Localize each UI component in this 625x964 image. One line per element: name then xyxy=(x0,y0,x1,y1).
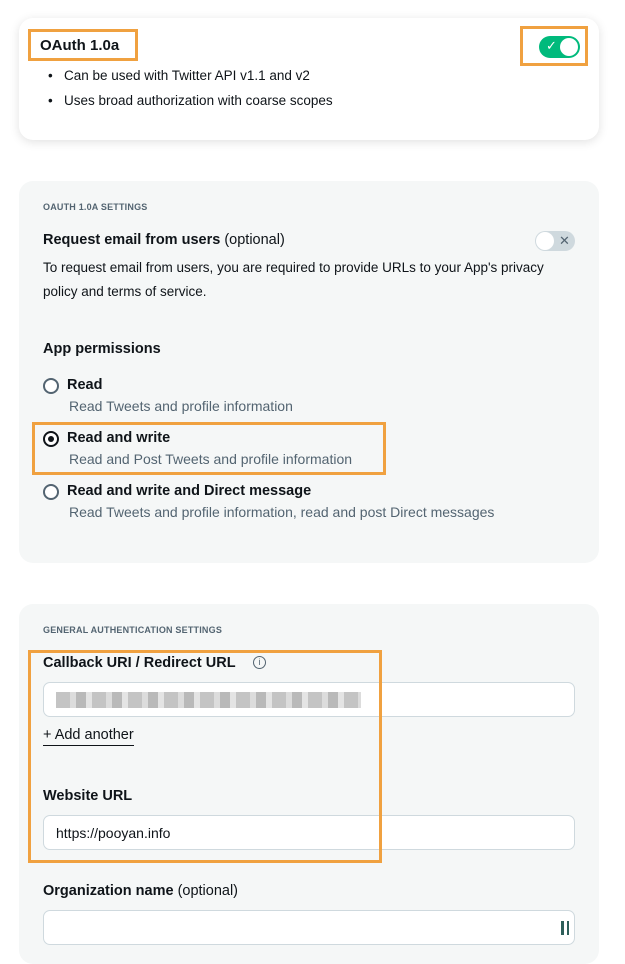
check-icon: ✓ xyxy=(546,38,557,53)
callback-label: Callback URI / Redirect URL xyxy=(43,655,236,671)
request-email-toggle[interactable] xyxy=(535,231,575,251)
permission-read-write-description: Read and Post Tweets and profile information xyxy=(69,451,353,467)
bullet-1: • Can be used with Twitter API v1.1 and v2 xyxy=(48,68,310,83)
request-email-label: Request email from users (optional) xyxy=(43,232,285,248)
permission-read-write-label: Read and write xyxy=(67,430,171,446)
highlight-box xyxy=(28,650,382,863)
org-input[interactable] xyxy=(43,910,575,945)
oauth-title: OAuth 1.0a xyxy=(40,37,120,54)
toggle-knob xyxy=(536,232,554,250)
radio-read[interactable] xyxy=(43,378,59,394)
info-icon[interactable]: i xyxy=(253,656,266,669)
permission-read-label: Read xyxy=(67,377,103,393)
org-label: Organization name (optional) xyxy=(43,883,239,899)
permission-read-description: Read Tweets and profile information xyxy=(69,398,293,414)
radio-read-write-dm[interactable] xyxy=(43,484,59,500)
section-label: GENERAL AUTHENTICATION SETTINGS xyxy=(43,625,223,635)
request-email-description: To request email from users, you are required to provide URLs to your App's privacy policy and terms of service. xyxy=(43,260,544,299)
permission-dm-label: Read and write and Direct message xyxy=(67,483,312,499)
add-another-link[interactable]: + Add another xyxy=(43,727,134,746)
bullet-2: • Uses broad authorization with coarse scopes xyxy=(48,93,333,108)
password-manager-icon[interactable] xyxy=(561,921,569,935)
permissions-label: App permissions xyxy=(43,341,161,357)
oauth-toggle[interactable] xyxy=(539,36,580,58)
toggle-knob xyxy=(560,38,578,56)
section-label: OAUTH 1.0A SETTINGS xyxy=(43,202,148,212)
x-icon: ✕ xyxy=(559,233,570,248)
radio-read-write[interactable] xyxy=(43,431,59,447)
website-input[interactable]: https://pooyan.info xyxy=(43,815,575,850)
permission-dm-description: Read Tweets and profile information, read and post Direct messages xyxy=(69,504,495,520)
website-label: Website URL xyxy=(43,788,133,804)
